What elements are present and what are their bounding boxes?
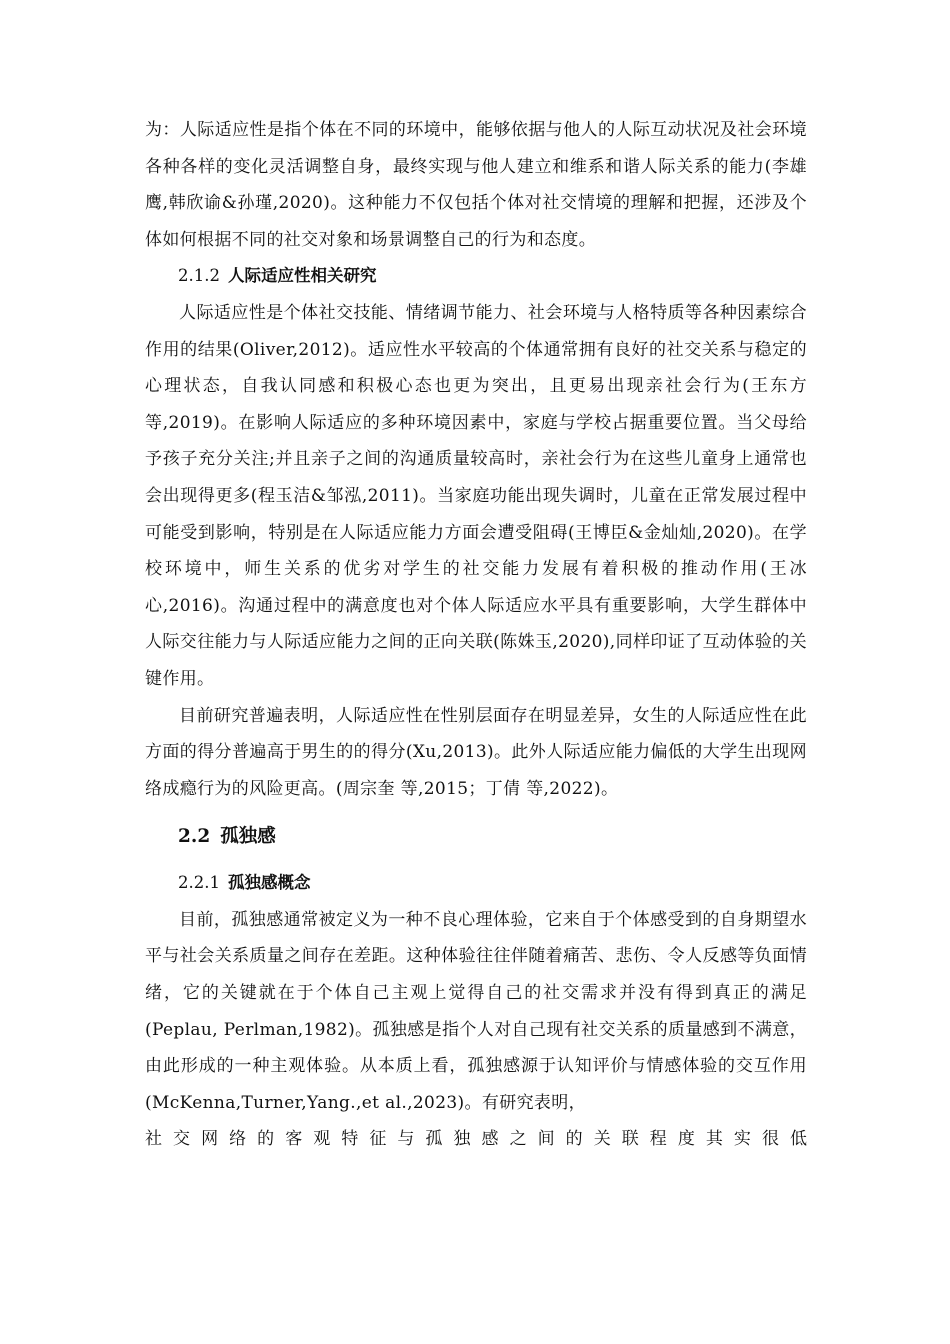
paragraph-definition-end: 为：人际适应性是指个体在不同的环境中，能够依据与他人的人际互动状况及社会环境各种各样的变化灵活调整自身，最终实现与他人建立和维系和谐人际关系的能力(李雄鹰,韩欣谕&孙瑾,2020)。这种能力不仅包括个体对社交情境的理解和把握，还涉及个体如何根据不同的社交对象和场景调整自己的行为和态度。 xyxy=(145,120,807,250)
paragraph-loneliness-last-line: 社交网络的客观特征与孤独感之间的关联程度其实很低 xyxy=(145,1129,807,1150)
paragraph-related-research: 人际适应性是个体社交技能、情绪调节能力、社会环境与人格特质等各种因素综合作用的结果(Oliver,2012)。适应性水平较高的个体通常拥有良好的社交关系与稳定的心理状态，自我认同感和积极心态也更为突出，且更易出现亲社会行为(王东方等,2019)。在影响人际适应的多种环境因素中，家庭与学校占据重要位置。当父母给予孩子充分关注;并且亲子之间的沟通质量较高时，亲社会行为在这些儿童身上通常也会出现得更多(程玉洁&邹泓,2011)。当家庭功能出现失调时，儿童在正常发展过程中可能受到影响，特别是在人际适应能力方面会遭受阻碍(王博臣&金灿灿,2020)。在学校环境中，师生关系的优劣对学生的社交能力发展有着积极的推动作用(王冰心,2016)。沟通过程中的满意度也对个体人际适应水平具有重要影响，大学生群体中人际交往能力与人际适应能力之间的正向关联(陈姝玉,2020),同样印证了互动体验的关键作用。 xyxy=(145,302,807,689)
heading-title: 人际适应性相关研究 xyxy=(227,266,377,286)
heading-2-1-2 xyxy=(145,258,807,295)
heading-number: 2.2 xyxy=(178,826,211,848)
heading-title: 孤独感 xyxy=(220,826,276,848)
heading-number: 2.2.1 xyxy=(178,873,220,893)
heading-2-2-1 xyxy=(145,865,807,902)
heading-title: 孤独感概念 xyxy=(227,873,311,893)
heading-2-2 xyxy=(145,819,807,855)
document-page xyxy=(145,112,807,1158)
paragraph-gender-differences: 目前研究普遍表明，人际适应性在性别层面存在明显差异，女生的人际适应性在此方面的得分普遍高于男生的的得分(Xu,2013)。此外人际适应能力偏低的大学生出现网络成瘾行为的风险更高。(周宗奎 等,2015；丁倩 等,2022)。 xyxy=(145,705,807,799)
heading-number: 2.1.2 xyxy=(178,266,220,286)
paragraph-loneliness-concept: 目前，孤独感通常被定义为一种不良心理体验，它来自于个体感受到的自身期望水平与社会关系质量之间存在差距。这种体验往往伴随着痛苦、悲伤、令人反感等负面情绪，它的关键就在于个体自己主观上觉得自己的社交需求并没有得到真正的满足(Peplau, Perlman,1982)。孤独感是指个人对自己现有社交关系的质量感到不满意，由此形成的一种主观体验。从本质上看，孤独感源于认知评价与情感体验的交互作用(McKenna,Turner,Yang.,et al.,2023)。有研究表明， xyxy=(145,909,807,1113)
